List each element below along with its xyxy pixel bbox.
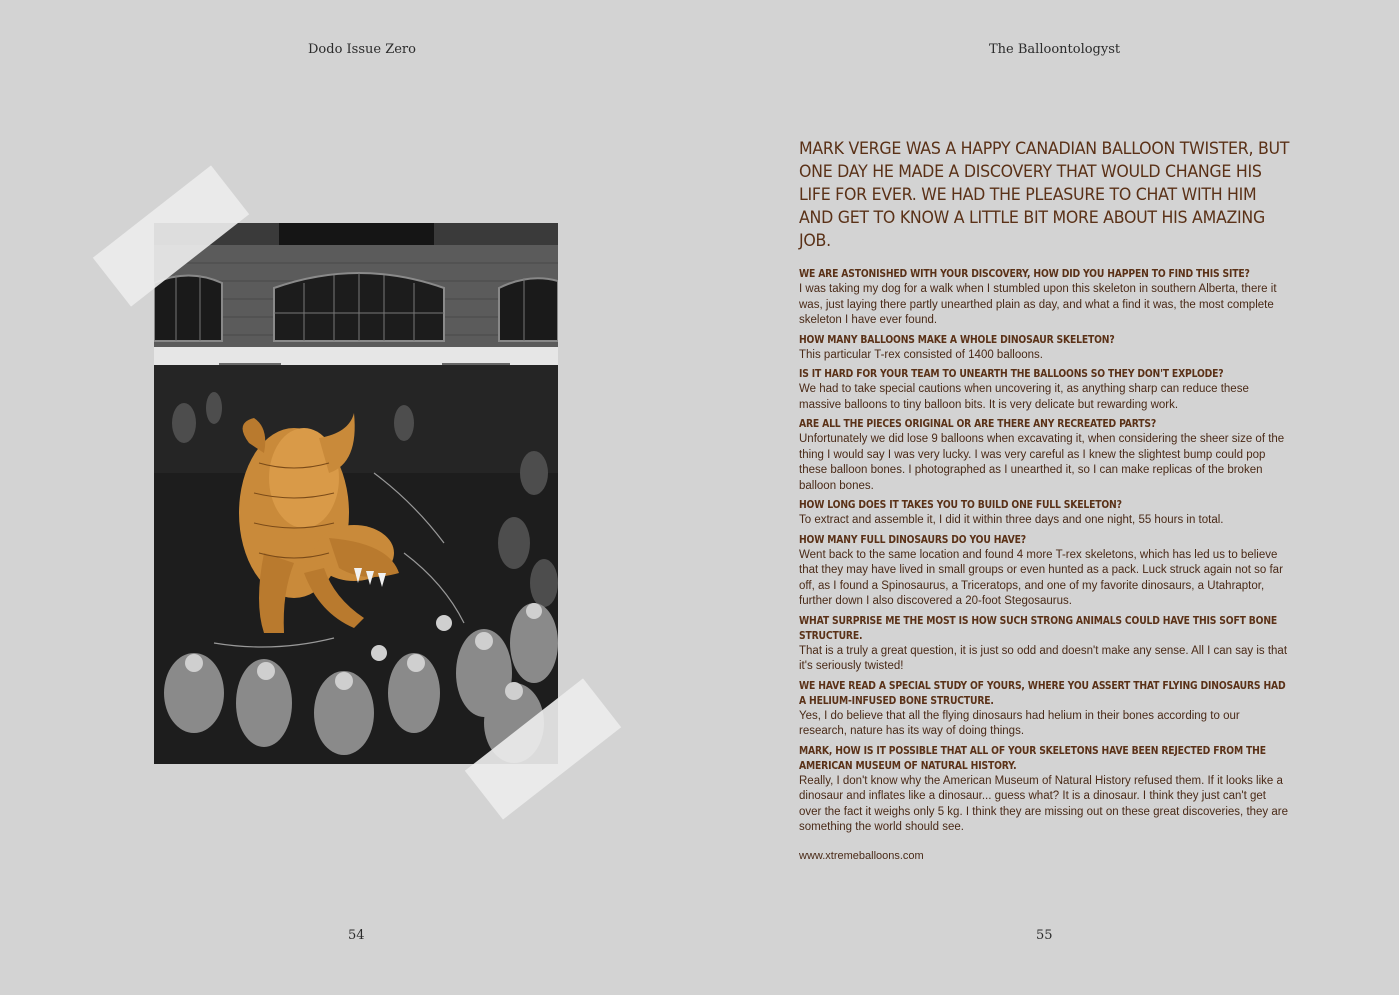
answer: That is a truly a great question, it is just so odd and doesn't make any sense. All I can say is that it's seriously twisted!: [799, 644, 1288, 672]
qa-item: [799, 614, 1289, 675]
website-link[interactable]: www.xtremeballoons.com: [799, 849, 924, 862]
balloon-trex-photo: [154, 223, 558, 764]
question: HOW LONG DOES IT TAKES YOU TO BUILD ONE FULL SKELETON?: [799, 499, 1122, 511]
question: HOW MANY BALLOONS MAKE A WHOLE DINOSAUR SKELETON?: [799, 333, 1115, 346]
right-page: [700, 0, 1399, 995]
left-running-head: Dodo Issue Zero: [308, 42, 416, 57]
balloon-trex-photo-art: [154, 223, 558, 764]
answer: I was taking my dog for a walk when I stumbled upon this skeleton in southern Alberta, there it was, just laying there partly unearthed plain as day, and what a find it was, the most complete skeleton I have ever found.: [799, 283, 1277, 326]
qa-item: [799, 267, 1289, 329]
question: WE ARE ASTONISHED WITH YOUR DISCOVERY, HOW DID YOU HAPPEN TO FIND THIS SITE?: [799, 268, 1250, 280]
answer: Unfortunately we did lose 9 balloons when excavating it, when considering the sheer size of the thing I would say I was very lucky. I was very careful as I knew the slightest bump could pop these balloon bones. I photographed as I unearthed it, so I can make replicas of the broken balloon bones.: [799, 433, 1285, 492]
qa-item: [799, 333, 1289, 364]
question: WE HAVE READ A SPECIAL STUDY OF YOURS, WHERE YOU ASSERT THAT FLYING DINOSAURS HAD A HELIUM-INFUSED BONE STRUCTURE.: [799, 679, 1286, 707]
right-running-head: The Balloontologyst: [989, 42, 1121, 57]
question: WHAT SURPRISE ME THE MOST IS HOW SUCH STRONG ANIMALS COULD HAVE THIS SOFT BONE STRUCTURE.: [799, 614, 1278, 642]
answer: This particular T-rex consisted of 1400 balloons.: [799, 348, 1043, 361]
right-page-number: 55: [1036, 928, 1053, 943]
answer: We had to take special cautions when uncovering it, as anything sharp can reduce these massive balloons to tiny balloon bits. It is very delicate but rewarding work.: [799, 383, 1249, 411]
question: HOW MANY FULL DINOSAURS DO YOU HAVE?: [799, 533, 1026, 546]
qa-item: [799, 417, 1289, 494]
answer: To extract and assemble it, I did it within three days and one night, 55 hours in total.: [799, 514, 1224, 526]
answer: Really, I don't know why the American Museum of Natural History refused them. If it looks like a dinosaur and inflates like a dinosaur... guess what? It is a dinosaur. I think they just can't get over the fact it weighs only 5 kg. I think they are missing out on these great discoveries, they are something the world should see.: [799, 774, 1289, 833]
answer: Yes, I do believe that all the flying dinosaurs had helium in their bones according to our research, nature has its way of doing things.: [799, 709, 1240, 737]
interview-article: [799, 138, 1289, 862]
question: IS IT HARD FOR YOUR TEAM TO UNEARTH THE BALLOONS SO THEY DON'T EXPLODE?: [799, 368, 1224, 380]
qa-item: [799, 533, 1289, 610]
qa-item: [799, 498, 1289, 529]
question: MARK, HOW IS IT POSSIBLE THAT ALL OF YOUR SKELETONS HAVE BEEN REJECTED FROM THE AMERICAN MUSEUM OF NATURAL HISTORY.: [799, 744, 1266, 772]
qa-item: [799, 367, 1289, 413]
article-intro: MARK VERGE WAS A HAPPY CANADIAN BALLOON TWISTER, BUT ONE DAY HE MADE A DISCOVERY THAT WOULD CHANGE HIS LIFE FOR EVER. WE HAD THE PLEASURE TO CHAT WITH HIM AND GET TO KNOW A LITTLE BIT MORE ABOUT HIS AMAZING JOB.: [799, 139, 1290, 251]
qa-item: [799, 744, 1289, 836]
question: ARE ALL THE PIECES ORIGINAL OR ARE THERE ANY RECREATED PARTS?: [799, 418, 1157, 430]
left-page-number: 54: [348, 928, 365, 943]
qa-item: [799, 679, 1289, 740]
answer: Went back to the same location and found 4 more T-rex skeletons, which has led us to believe that they may have lived in small groups or even hunted as a pack. Luck struck again not so far off, as I found a Spinosaurus, a Triceratops, and one of my favorite dinosaurs, a Utahraptor, further down I also discovered a 20-foot Stegosaurus.: [799, 548, 1283, 607]
